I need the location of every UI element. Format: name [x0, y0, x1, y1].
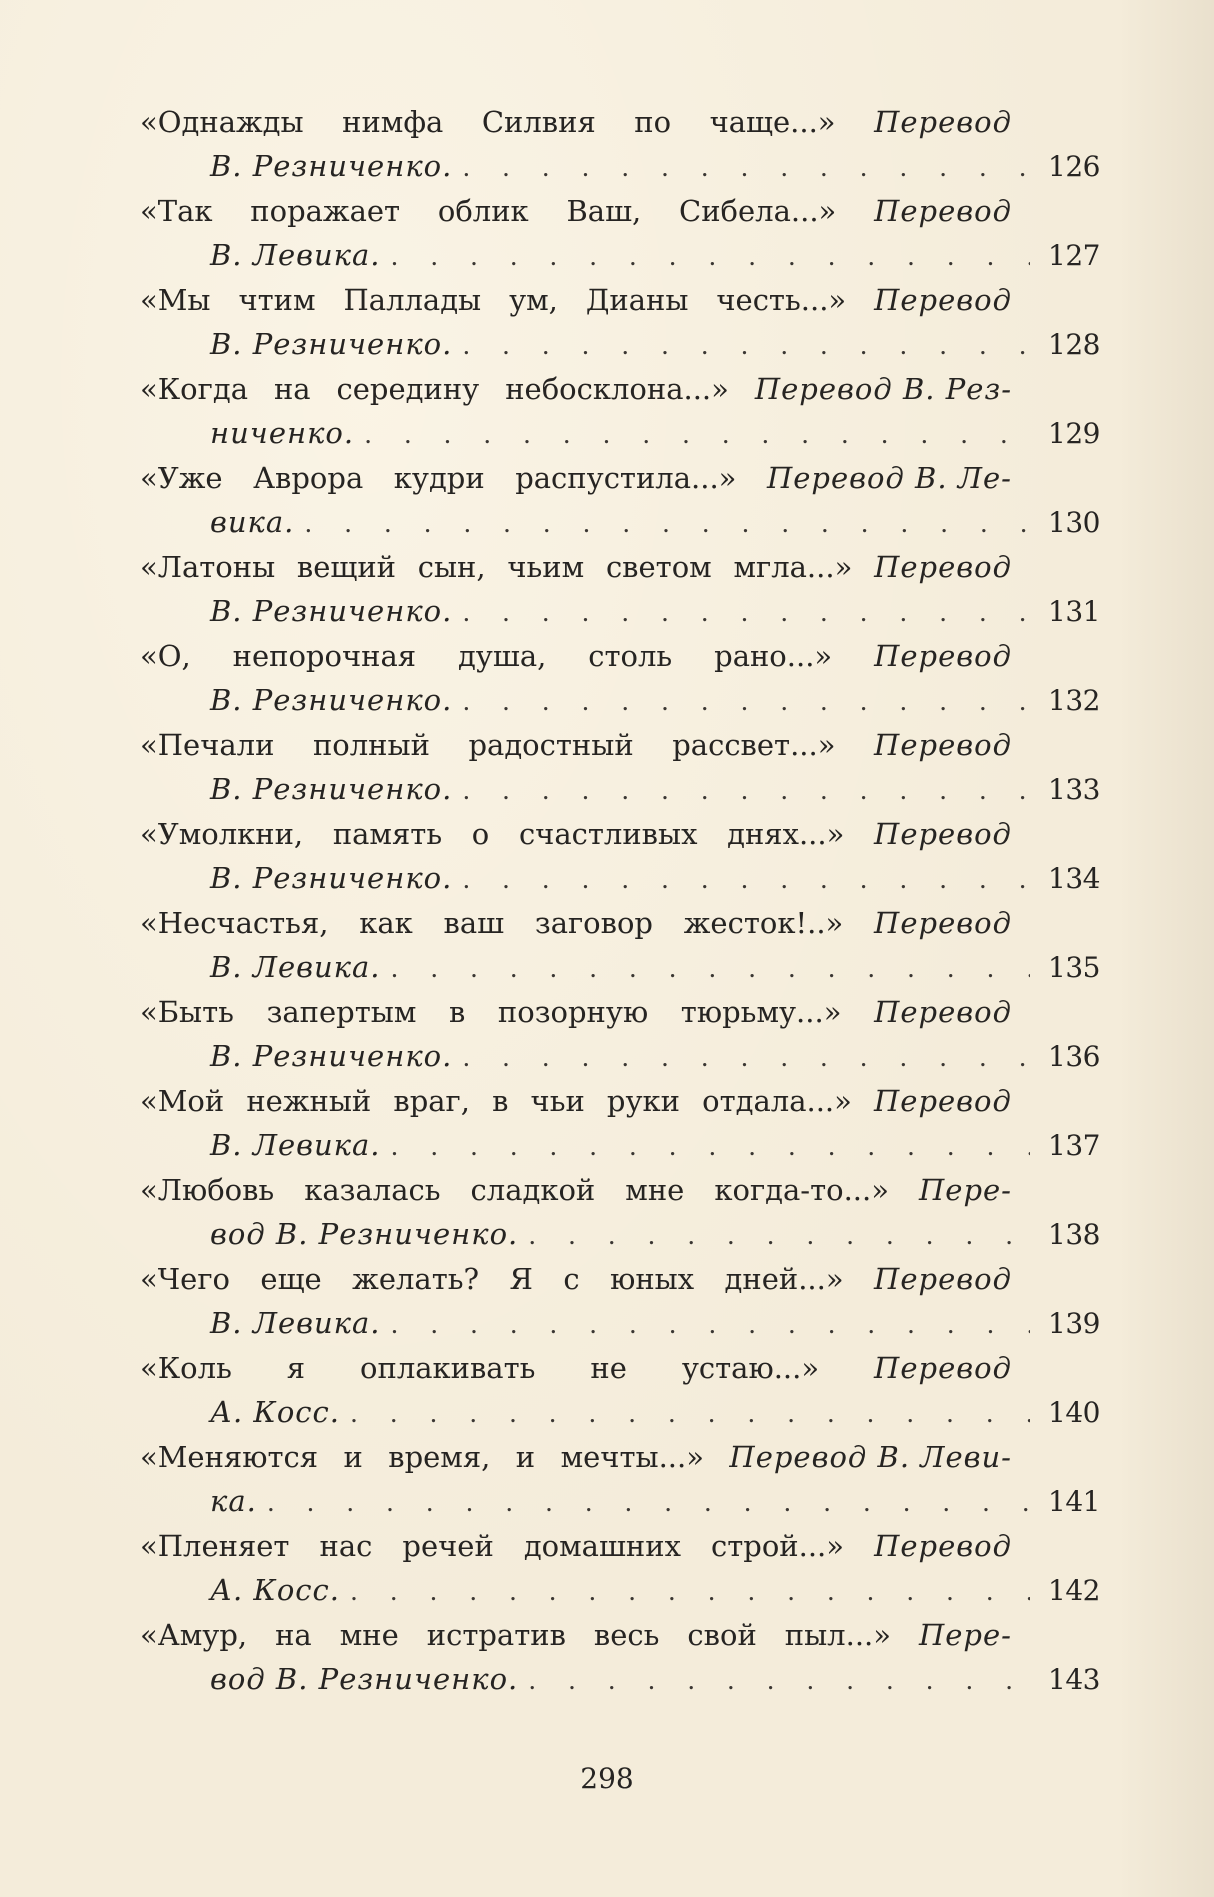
translator-prefix: Перевод	[874, 906, 1012, 940]
translator-prefix: Перевод	[874, 105, 1012, 139]
translator-prefix: Пере-	[919, 1173, 1012, 1207]
toc-entry	[140, 456, 1100, 545]
toc-entry-title-line: «Коль я оплакивать не устаю...» Перевод	[140, 1346, 1012, 1390]
dot-leader	[528, 1212, 1030, 1257]
toc-page-number: 139	[1048, 1307, 1100, 1340]
toc-page-number: 135	[1048, 951, 1100, 984]
toc-entry-title-line: «Несчастья, как ваш заговор жесток!..» Перевод	[140, 901, 1012, 945]
dot-leader	[391, 233, 1031, 278]
translator-prefix: Перевод	[874, 194, 1012, 228]
toc-entry-translator-line	[140, 1034, 1100, 1079]
toc-entry	[140, 812, 1100, 901]
toc-entry-title-line: «О, непорочная душа, столь рано...» Перевод	[140, 634, 1012, 678]
dot-leader	[391, 1301, 1031, 1346]
dot-leader	[350, 1568, 1030, 1613]
toc-entry	[140, 901, 1100, 990]
dot-leader	[462, 322, 1030, 367]
toc-page-number: 137	[1048, 1129, 1100, 1162]
toc-page-number: 127	[1048, 239, 1100, 272]
toc-page-number: 128	[1048, 328, 1100, 361]
dot-leader	[364, 411, 1030, 456]
translator-name: вика.	[210, 505, 295, 539]
toc-entry	[140, 189, 1100, 278]
toc-entry-translator-line	[140, 1657, 1100, 1702]
translator-prefix: Перевод	[874, 1084, 1012, 1118]
toc-entry-title-line: «Чего еще желать? Я с юных дней...» Перевод	[140, 1257, 1012, 1301]
translator-name: В. Резниченко.	[210, 772, 453, 806]
toc-entry-translator-line	[140, 1123, 1100, 1168]
toc-page-number: 140	[1048, 1396, 1100, 1429]
translator-prefix: Пере-	[918, 1618, 1012, 1652]
toc-entry-title-line: «Быть запертым в позорную тюрьму...» Перевод	[140, 990, 1012, 1034]
translator-name: В. Левика.	[210, 1128, 381, 1162]
toc-entry-translator-line	[140, 500, 1100, 545]
table-of-contents	[140, 100, 1100, 1702]
toc-entry-translator-line	[140, 233, 1100, 278]
translator-prefix: Перевод	[874, 550, 1012, 584]
toc-page-number: 130	[1048, 506, 1100, 539]
translator-name: В. Резниченко.	[210, 1039, 453, 1073]
toc-entry-title-line: «Латоны вещий сын, чьим светом мгла...» Перевод	[140, 545, 1012, 589]
translator-name: вод В. Резниченко.	[210, 1662, 519, 1696]
translator-name: В. Резниченко.	[210, 327, 453, 361]
translator-prefix: Перевод	[874, 728, 1012, 762]
translator-prefix: Перевод	[874, 817, 1012, 851]
translator-name: В. Резниченко.	[210, 594, 453, 628]
translator-prefix: Перевод	[874, 995, 1012, 1029]
toc-page-number: 136	[1048, 1040, 1100, 1073]
translator-prefix: Перевод В. Леви-	[729, 1440, 1012, 1474]
toc-entry-translator-line	[140, 1568, 1100, 1613]
toc-entry	[140, 634, 1100, 723]
toc-entry-title-line: «Однажды нимфа Силвия по чаще...» Перевод	[140, 100, 1012, 144]
toc-entry	[140, 1613, 1100, 1702]
toc-entry	[140, 1435, 1100, 1524]
toc-entry	[140, 1524, 1100, 1613]
toc-entry	[140, 1168, 1100, 1257]
toc-entry-title-line: «Когда на середину небосклона...» Перевод В. Рез-	[140, 367, 1012, 411]
toc-entry-title-line: «Уже Аврора кудри распустила...» Перевод В. Ле-	[140, 456, 1012, 500]
toc-entry-title-line: «Меняются и время, и мечты...» Перевод В. Леви-	[140, 1435, 1012, 1479]
translator-name: В. Резниченко.	[210, 149, 453, 183]
translator-prefix: Перевод В. Рез-	[754, 372, 1012, 406]
toc-page-number: 138	[1048, 1218, 1100, 1251]
toc-entry	[140, 1079, 1100, 1168]
toc-page-number: 133	[1048, 773, 1100, 806]
translator-name: В. Резниченко.	[210, 683, 453, 717]
translator-prefix: Перевод	[874, 1262, 1012, 1296]
toc-entry-translator-line	[140, 767, 1100, 812]
toc-entry	[140, 1257, 1100, 1346]
translator-name: В. Левика.	[210, 238, 381, 272]
dot-leader	[528, 1657, 1030, 1702]
toc-entry-translator-line	[140, 411, 1100, 456]
toc-entry-title-line: «Амур, на мне истратив весь свой пыл...» Пере-	[140, 1613, 1012, 1657]
dot-leader	[462, 767, 1030, 812]
dot-leader	[462, 856, 1030, 901]
toc-entry-title-line: «Мой нежный враг, в чьи руки отдала...» Перевод	[140, 1079, 1012, 1123]
toc-entry	[140, 278, 1100, 367]
translator-name: вод В. Резниченко.	[210, 1217, 519, 1251]
toc-entry	[140, 367, 1100, 456]
dot-leader	[391, 1123, 1031, 1168]
toc-entry-translator-line	[140, 678, 1100, 723]
translator-prefix: Перевод В. Ле-	[766, 461, 1012, 495]
translator-name: В. Левика.	[210, 950, 381, 984]
toc-entry-translator-line	[140, 1301, 1100, 1346]
dot-leader	[462, 144, 1030, 189]
translator-name: В. Левика.	[210, 1306, 381, 1340]
toc-entry-translator-line	[140, 322, 1100, 367]
toc-entry-translator-line	[140, 856, 1100, 901]
toc-entry-title-line: «Пленяет нас речей домашних строй...» Перевод	[140, 1524, 1012, 1568]
translator-prefix: Перевод	[874, 283, 1012, 317]
toc-entry	[140, 1346, 1100, 1435]
toc-page-number: 134	[1048, 862, 1100, 895]
toc-page-number: 141	[1048, 1485, 1100, 1518]
toc-entry-translator-line	[140, 144, 1100, 189]
toc-entry	[140, 723, 1100, 812]
toc-page-number: 132	[1048, 684, 1100, 717]
translator-name: А. Косс.	[210, 1573, 341, 1607]
toc-page-number: 131	[1048, 595, 1100, 628]
toc-entry-translator-line	[140, 1479, 1100, 1524]
toc-entry-title-line: «Так поражает облик Ваш, Сибела...» Перевод	[140, 189, 1012, 233]
toc-entry-translator-line	[140, 1390, 1100, 1435]
dot-leader	[462, 678, 1030, 723]
translator-name: В. Резниченко.	[210, 861, 453, 895]
translator-prefix: Перевод	[874, 1351, 1012, 1385]
toc-entry	[140, 545, 1100, 634]
translator-name: А. Косс.	[210, 1395, 341, 1429]
translator-name: ниченко.	[210, 416, 355, 450]
dot-leader	[391, 945, 1031, 990]
toc-entry-title-line: «Любовь казалась сладкой мне когда-то...» Пере-	[140, 1168, 1012, 1212]
toc-entry-translator-line	[140, 1212, 1100, 1257]
toc-page-number: 126	[1048, 150, 1100, 183]
translator-prefix: Перевод	[874, 1529, 1012, 1563]
toc-page-number: 143	[1048, 1663, 1100, 1696]
page-number: 298	[580, 1762, 634, 1795]
toc-entry-translator-line	[140, 945, 1100, 990]
toc-entry-title-line: «Мы чтим Паллады ум, Дианы честь...» Перевод	[140, 278, 1012, 322]
toc-entry	[140, 100, 1100, 189]
dot-leader	[350, 1390, 1030, 1435]
dot-leader	[267, 1479, 1030, 1524]
translator-name: ка.	[210, 1484, 257, 1518]
dot-leader	[462, 589, 1030, 634]
toc-page-number: 129	[1048, 417, 1100, 450]
toc-entry	[140, 990, 1100, 1079]
dot-leader	[304, 500, 1030, 545]
toc-entry-translator-line	[140, 589, 1100, 634]
toc-page-number: 142	[1048, 1574, 1100, 1607]
translator-prefix: Перевод	[874, 639, 1012, 673]
dot-leader	[462, 1034, 1030, 1079]
toc-entry-title-line: «Умолкни, память о счастливых днях...» Перевод	[140, 812, 1012, 856]
toc-entry-title-line: «Печали полный радостный рассвет...» Перевод	[140, 723, 1012, 767]
